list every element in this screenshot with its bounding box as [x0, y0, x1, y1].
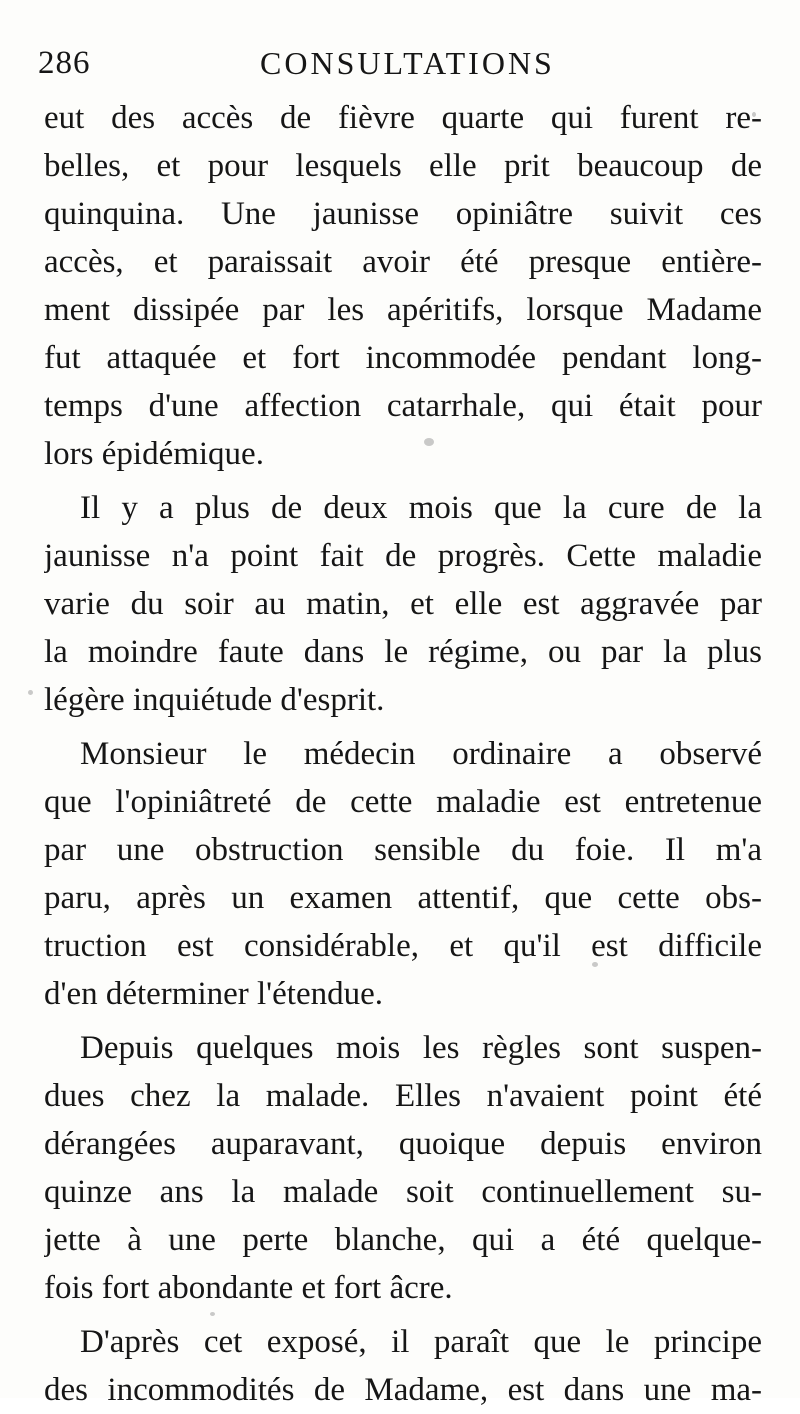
text-line: varie du soir au matin, et elle est aggravée par	[44, 586, 762, 622]
paragraph-2	[44, 484, 762, 724]
text-line: d'en déterminer l'étendue.	[44, 976, 383, 1012]
paragraph-3	[44, 730, 762, 1018]
running-head: CONSULTATIONS	[260, 45, 555, 81]
text-line: par une obstruction sensible du foie. Il m'a	[44, 832, 762, 868]
print-speck	[28, 690, 33, 695]
text-line: que l'opiniâtreté de cette maladie est entretenue	[44, 784, 762, 820]
text-line: truction est considérable, et qu'il est difficile	[44, 928, 762, 964]
text-line: Depuis quelques mois les règles sont suspen-	[80, 1030, 762, 1066]
text-line: dues chez la malade. Elles n'avaient point été	[44, 1078, 762, 1114]
text-line: ment dissipée par les apéritifs, lorsque Madame	[44, 292, 762, 328]
page-number: 286	[38, 45, 91, 81]
paragraph-4	[44, 1024, 762, 1312]
text-line: quinquina. Une jaunisse opiniâtre suivit ces	[44, 196, 762, 232]
text-line: belles, et pour lesquels elle prit beaucoup de	[44, 148, 762, 184]
text-line: Il y a plus de deux mois que la cure de la	[80, 490, 762, 526]
text-line: jette à une perte blanche, qui a été quelque-	[44, 1222, 762, 1258]
text-line: des incommodités de Madame, est dans une ma-	[44, 1372, 762, 1408]
text-line: fut attaquée et fort incommodée pendant long-	[44, 340, 762, 376]
text-line: la moindre faute dans le régime, ou par la plus	[44, 634, 762, 670]
paragraph-1	[44, 94, 762, 478]
text-line: fois fort abondante et fort âcre.	[44, 1270, 453, 1306]
text-line: jaunisse n'a point fait de progrès. Cette maladie	[44, 538, 762, 574]
text-line: dérangées auparavant, quoique depuis environ	[44, 1126, 762, 1162]
print-speck	[210, 1312, 215, 1316]
text-line: D'après cet exposé, il paraît que le principe	[80, 1324, 762, 1360]
print-speck	[424, 438, 434, 446]
text-line: quinze ans la malade soit continuellement su-	[44, 1174, 762, 1210]
text-line: eut des accès de fièvre quarte qui furent re-	[44, 100, 762, 136]
page-header	[38, 38, 758, 88]
text-line: légère inquiétude d'esprit.	[44, 682, 385, 718]
print-speck	[752, 112, 756, 117]
text-line: accès, et paraissait avoir été presque entière-	[44, 244, 762, 280]
body-text	[44, 94, 762, 1414]
text-line: temps d'une affection catarrhale, qui était pour	[44, 388, 762, 424]
print-speck	[592, 962, 598, 967]
text-line: Monsieur le médecin ordinaire a observé	[80, 736, 762, 772]
text-line: lors épidémique.	[44, 436, 264, 472]
text-line: paru, après un examen attentif, que cette obs-	[44, 880, 762, 916]
paragraph-5	[44, 1318, 762, 1414]
